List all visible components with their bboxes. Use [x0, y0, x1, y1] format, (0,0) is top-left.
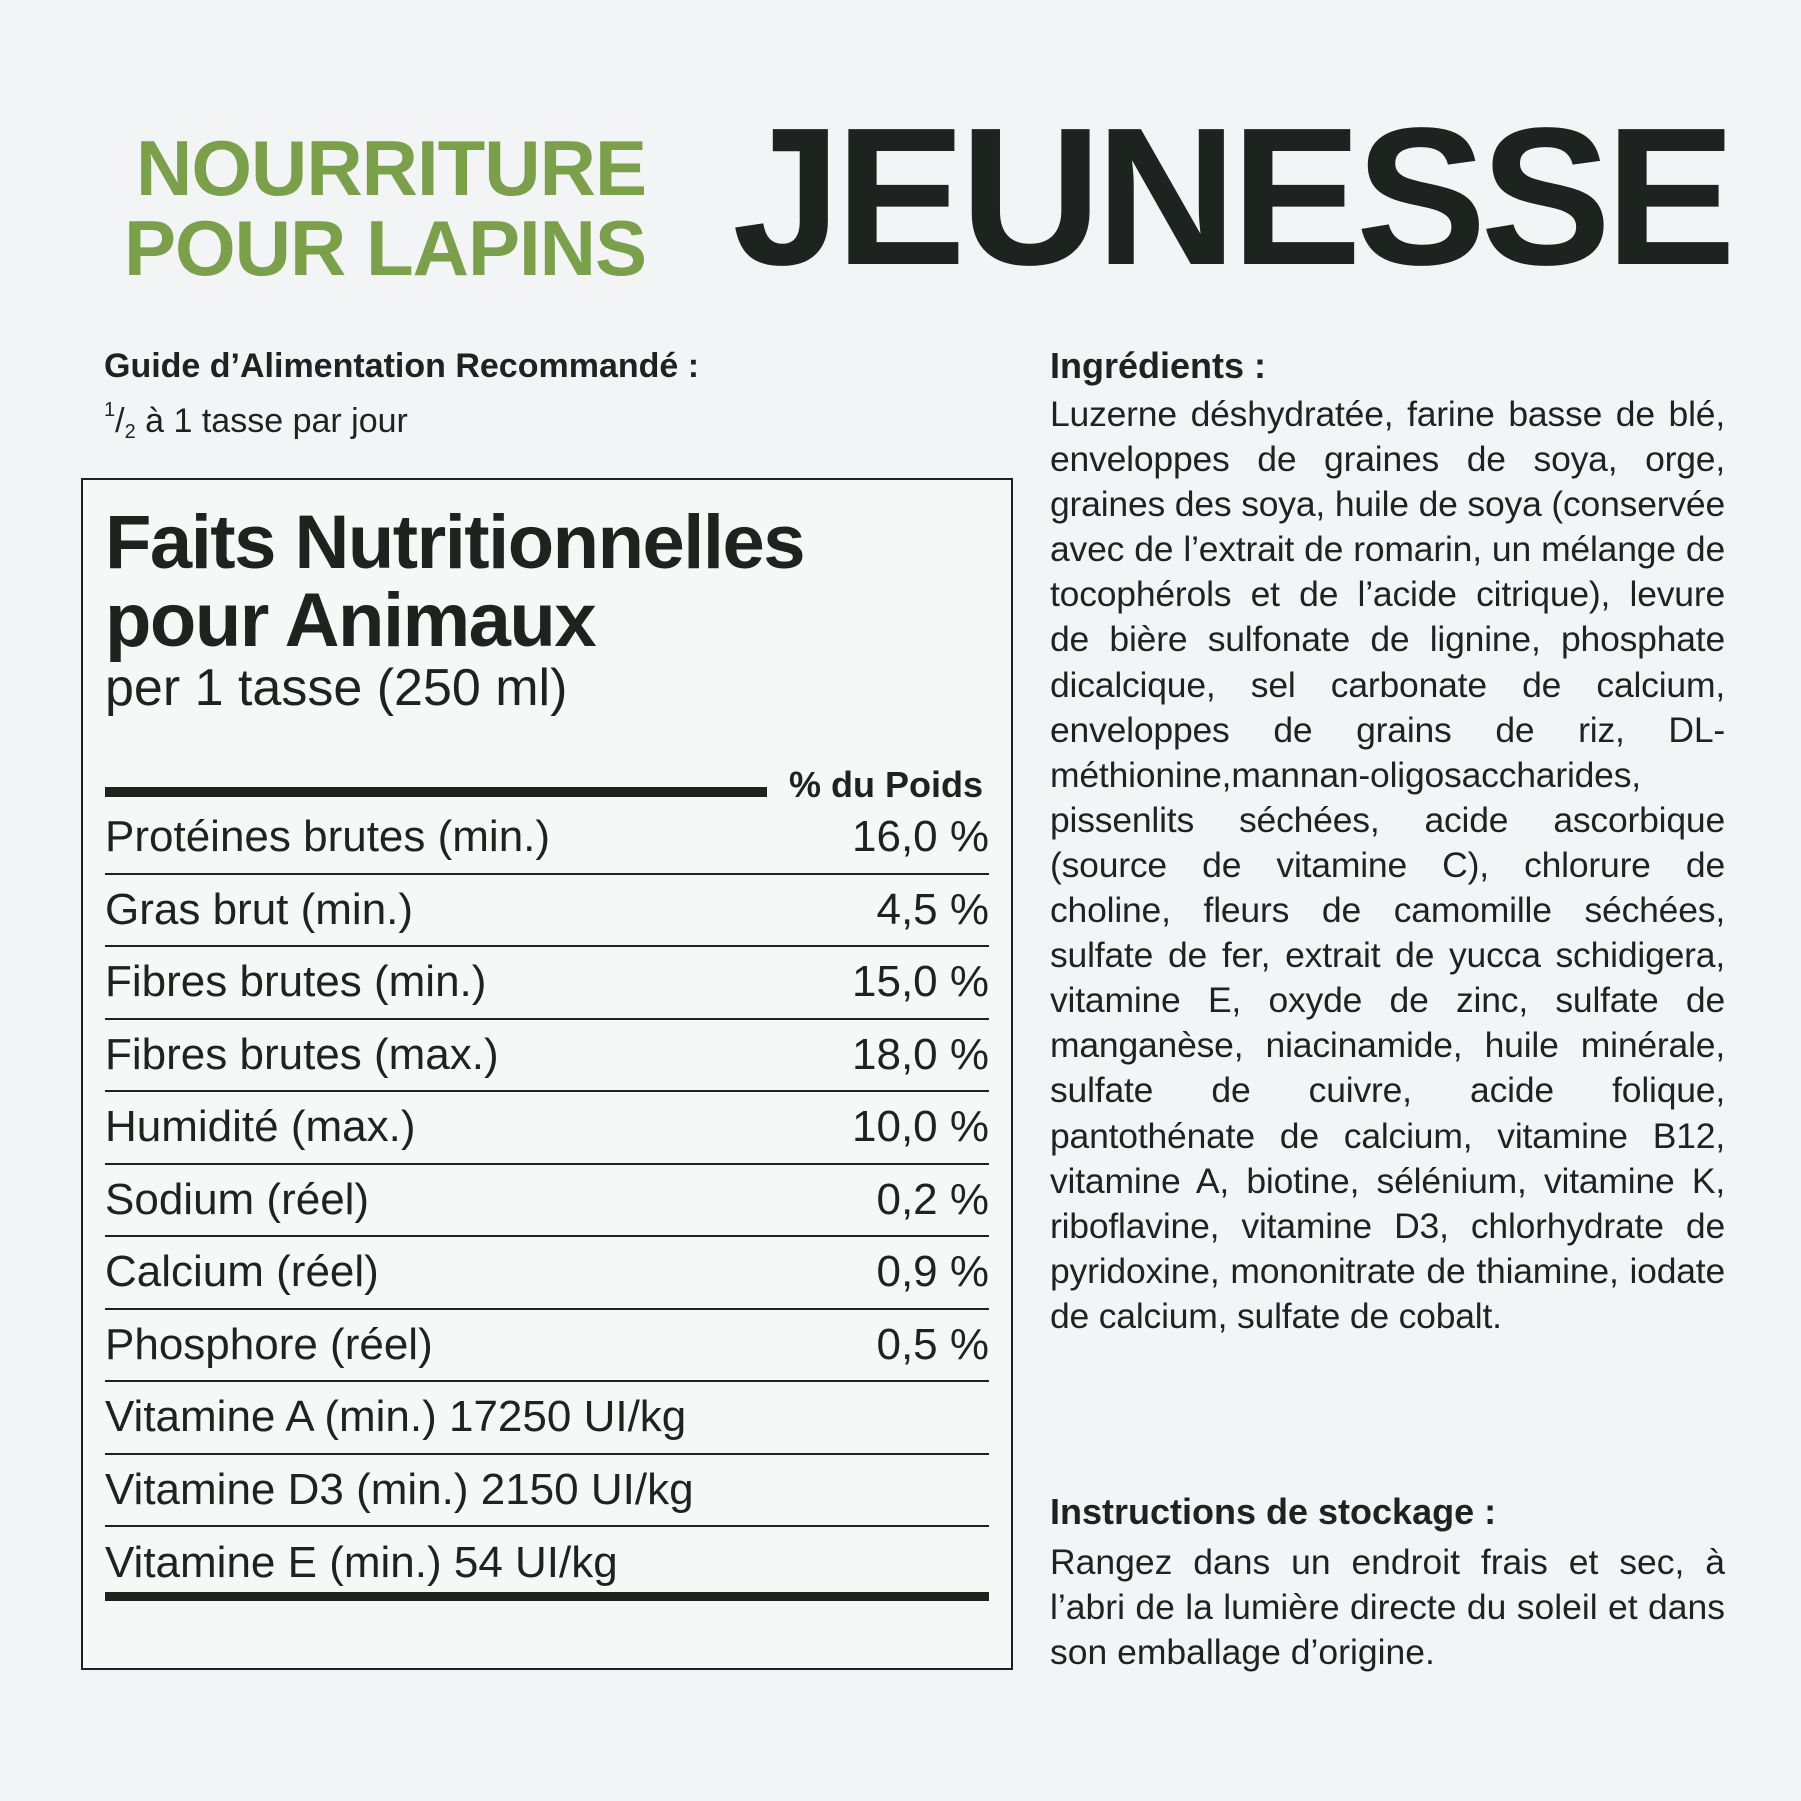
- storage-title: Instructions de stockage :: [1050, 1491, 1497, 1532]
- row-value: 4,5 %: [876, 884, 989, 934]
- nutrition-row: [105, 1092, 989, 1165]
- row-label: Vitamine E (min.) 54 UI/kg: [105, 1538, 618, 1588]
- ingredients-title: Ingrédients :: [1050, 345, 1267, 386]
- row-value: 0,2 %: [876, 1174, 989, 1224]
- storage-text: Rangez dans un endroit frais et sec, à l’abri de la lumière directe du soleil et dans son emballage d’origine.: [1050, 1542, 1725, 1673]
- row-value: 10,0 %: [852, 1102, 989, 1152]
- nutrition-row: [105, 1310, 989, 1383]
- row-label: Protéines brutes (min.): [105, 812, 551, 862]
- nutrition-row: [105, 1237, 989, 1310]
- fraction-denominator: 2: [124, 421, 136, 443]
- nutrition-row: [105, 1382, 989, 1455]
- nutrition-row: [105, 1165, 989, 1238]
- feeding-guide: [104, 344, 1004, 454]
- nutrition-row: [105, 1020, 989, 1093]
- row-value: 18,0 %: [852, 1029, 989, 1079]
- nutrition-row: [105, 1527, 989, 1600]
- row-value: 0,5 %: [876, 1319, 989, 1369]
- feeding-guide-text: $^1/_2$ à 1 tasse par jour: [104, 399, 408, 443]
- row-label: Calcium (réel): [105, 1247, 379, 1297]
- row-label: Phosphore (réel): [105, 1319, 433, 1369]
- nutrition-row: [105, 947, 989, 1020]
- ingredients-text: Luzerne déshydratée, farine basse de blé, enveloppes de graines de soya, orge, graines des soya, huile de soya (conservée avec de l’extrait de romarin, un mélange de tocophérols et de l’acide citrique), levure de bière sulfonate de lignine, phosphate dicalcique, sel carbonate de calcium, enveloppes de grains de riz, DL-méthionine,mannan-oligosaccharides, pissenlits séchées, acide ascorbique (source de vitamine C), chlorure de choline, fleurs de camomille séchées, sulfate de fer, extrait de yucca schidigera, vitamine E, oxyde de zinc, sulfate de manganèse, niacinamide, huile minérale, sulfate de cuivre, acide folique, pantothénate de calcium, vitamine B12, vitamine A, biotine, sélénium, vitamine K, riboflavine, vitamine D3, chlorhydrate de pyridoxine, mononitrate de thiamine, iodate de calcium, sulfate de cobalt.: [1050, 394, 1725, 1336]
- product-subtitle: [104, 124, 646, 292]
- subtitle-line-1: NOURRITURE: [136, 124, 646, 212]
- subtitle-line-2: POUR LAPINS: [123, 204, 646, 292]
- serving-size: per 1 tasse (250 ml): [105, 659, 568, 717]
- row-value: 16,0 %: [852, 812, 989, 862]
- row-label: Vitamine A (min.) 17250 UI/kg: [105, 1392, 687, 1442]
- nutrition-row: [105, 1455, 989, 1528]
- feeding-guide-title: Guide d’Alimentation Recommandé :: [104, 347, 700, 385]
- row-label: Gras brut (min.): [105, 884, 414, 934]
- nutrition-rows: [105, 802, 989, 1600]
- row-label: Humidité (max.): [105, 1102, 416, 1152]
- row-label: Fibres brutes (min.): [105, 957, 487, 1007]
- feeding-amount: à 1 tasse par jour: [135, 402, 408, 440]
- row-label: Vitamine D3 (min.) 2150 UI/kg: [105, 1464, 694, 1514]
- nutrition-title: [105, 500, 985, 663]
- row-label: Fibres brutes (max.): [105, 1029, 499, 1079]
- row-label: Sodium (réel): [105, 1174, 370, 1224]
- product-title: JEUNESSE: [732, 87, 1730, 306]
- nutrition-title-line-1: Faits Nutritionnelles: [105, 500, 805, 585]
- row-value: 15,0 %: [852, 957, 989, 1007]
- nutrition-title-line-2: pour Animaux: [105, 578, 596, 663]
- nutrition-facts-panel: [81, 478, 1013, 1670]
- nutrition-row: [105, 875, 989, 948]
- header-rule: [105, 787, 767, 797]
- row-value: 0,9 %: [876, 1247, 989, 1297]
- column-header: % du Poids: [788, 764, 983, 805]
- nutrition-row: [105, 802, 989, 875]
- fraction-numerator: 1: [104, 399, 116, 421]
- footer-rule: [105, 1592, 989, 1601]
